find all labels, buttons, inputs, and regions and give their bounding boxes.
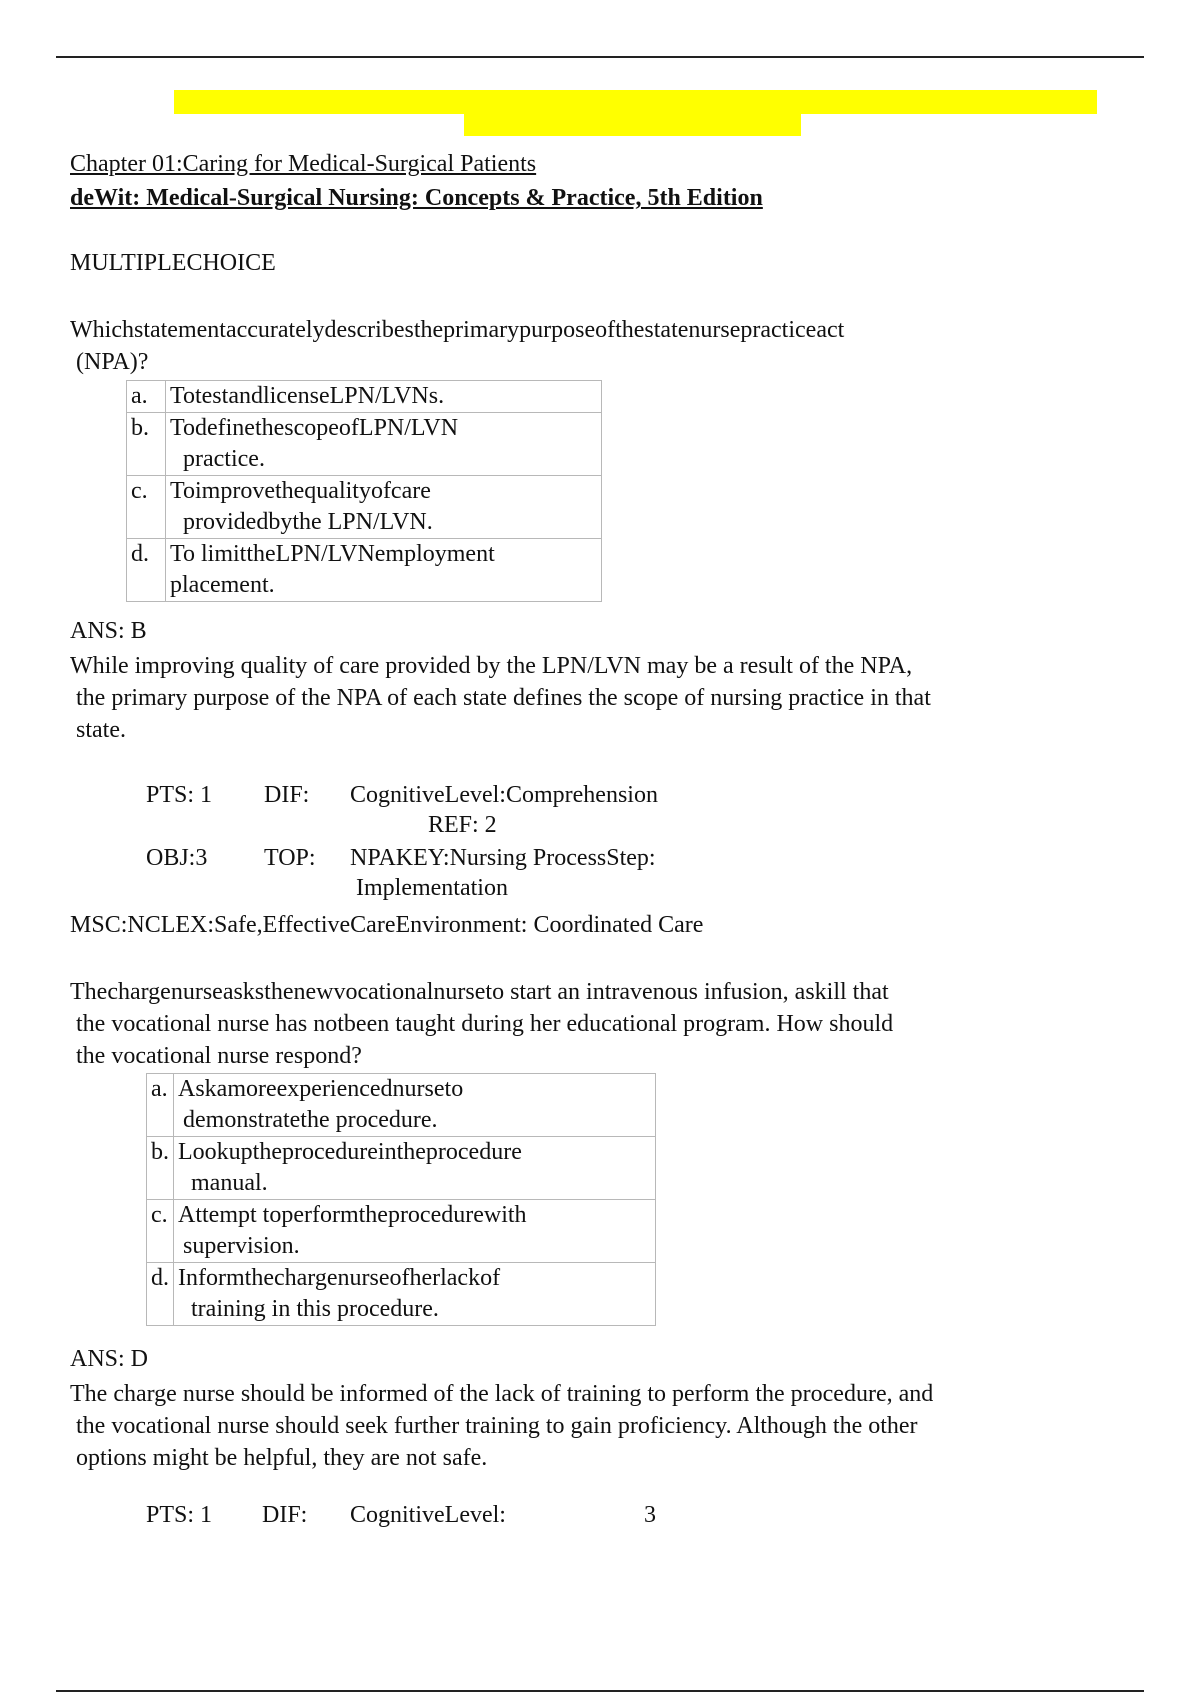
highlight-bar-lower	[464, 112, 801, 136]
option-letter: d.	[127, 539, 166, 602]
option-text	[166, 381, 602, 413]
option-line: Lookuptheprocedureintheprocedure	[178, 1139, 522, 1165]
option-text	[166, 539, 602, 602]
option-line: To limittheLPN/LVNemployment	[170, 541, 495, 567]
answer-2: ANS: D	[70, 1346, 149, 1372]
bottom-rule	[56, 1690, 1144, 1692]
option-a[interactable]	[127, 381, 602, 413]
top-label-1: TOP:	[264, 845, 316, 871]
rationale-line: While improving quality of care provided by the LPN/LVN may be a result of the NPA,	[70, 653, 913, 679]
rationale-line: state.	[76, 717, 126, 743]
stem-line: (NPA)?	[76, 349, 149, 375]
option-d[interactable]	[127, 539, 602, 602]
dif-value-2: CognitiveLevel:	[350, 1502, 506, 1528]
option-letter: c.	[127, 476, 166, 539]
option-letter: c.	[147, 1200, 174, 1263]
question-1-options	[126, 380, 602, 602]
option-b[interactable]	[127, 413, 602, 476]
option-d[interactable]	[147, 1263, 656, 1326]
stem-line: the vocational nurse respond?	[76, 1043, 362, 1069]
stem-line: Thechargenurseasksthenewvocationalnurseto start an intravenous infusion, askill that	[70, 979, 889, 1005]
rationale-1	[70, 650, 931, 746]
option-letter: a.	[127, 381, 166, 413]
question-2-stem	[70, 976, 893, 1072]
option-line: demonstratethe procedure.	[183, 1107, 438, 1133]
option-line: Toimprovethequalityofcare	[170, 478, 431, 504]
highlight-bar	[174, 90, 1097, 114]
book-title: deWit: Medical-Surgical Nursing: Concepts & Practice, 5th Edition	[70, 185, 763, 211]
ref-1: REF: 2	[428, 812, 497, 838]
option-line: Askamoreexperiencednurseto	[178, 1076, 464, 1102]
option-line: placement.	[170, 572, 275, 598]
obj-1: OBJ:3	[146, 845, 208, 871]
pts-1: PTS: 1	[146, 782, 213, 808]
rationale-2	[70, 1378, 933, 1474]
dif-label-2: DIF:	[262, 1502, 308, 1528]
option-line: training in this procedure.	[191, 1296, 439, 1322]
option-c[interactable]	[147, 1200, 656, 1263]
answer-1: ANS: B	[70, 618, 147, 644]
stem-line: Whichstatementaccuratelydescribestheprimarypurposeofthestatenursepracticeact	[70, 317, 845, 343]
stem-line: the vocational nurse has notbeen taught during her educational program. How should	[76, 1011, 894, 1037]
top-value-1b: Implementation	[356, 875, 508, 901]
option-line: manual.	[191, 1170, 268, 1196]
option-letter: a.	[147, 1074, 174, 1137]
top-rule	[56, 56, 1144, 58]
option-letter: d.	[147, 1263, 174, 1326]
option-c[interactable]	[127, 476, 602, 539]
option-line: providedbythe LPN/LVN.	[183, 509, 433, 535]
option-text	[174, 1263, 656, 1326]
option-b[interactable]	[147, 1137, 656, 1200]
option-line: TotestandlicenseLPN/LVNs.	[170, 383, 445, 409]
option-text	[174, 1074, 656, 1137]
option-text	[174, 1137, 656, 1200]
dif-number-2: 3	[644, 1502, 656, 1528]
dif-label-1: DIF:	[264, 782, 310, 808]
option-text	[174, 1200, 656, 1263]
option-line: TodefinethescopeofLPN/LVN	[170, 415, 459, 441]
option-text	[166, 476, 602, 539]
question-1-stem	[70, 314, 844, 378]
pts-2: PTS: 1	[146, 1502, 213, 1528]
question-2-options	[146, 1073, 656, 1326]
option-line: Informthechargenurseofherlackof	[178, 1265, 501, 1291]
option-line: supervision.	[183, 1233, 300, 1259]
dif-value-1: CognitiveLevel:Comprehension	[350, 782, 658, 808]
rationale-line: The charge nurse should be informed of the lack of training to perform the procedure, and	[70, 1381, 934, 1407]
option-a[interactable]	[147, 1074, 656, 1137]
section-heading: MULTIPLECHOICE	[70, 250, 276, 276]
option-line: practice.	[183, 446, 265, 472]
msc-1: MSC:NCLEX:Safe,EffectiveCareEnvironment: Coordinated Care	[70, 912, 704, 938]
rationale-line: options might be helpful, they are not safe.	[76, 1445, 488, 1471]
option-text	[166, 413, 602, 476]
rationale-line: the primary purpose of the NPA of each state defines the scope of nursing practice in that	[76, 685, 931, 711]
option-letter: b.	[147, 1137, 174, 1200]
chapter-title: Chapter 01:Caring for Medical-Surgical Patients	[70, 151, 537, 177]
rationale-line: the vocational nurse should seek further training to gain proficiency. Although the other	[76, 1413, 918, 1439]
option-letter: b.	[127, 413, 166, 476]
top-value-1: NPAKEY:Nursing ProcessStep:	[350, 845, 656, 871]
option-line: Attempt toperformtheprocedurewith	[178, 1202, 527, 1228]
